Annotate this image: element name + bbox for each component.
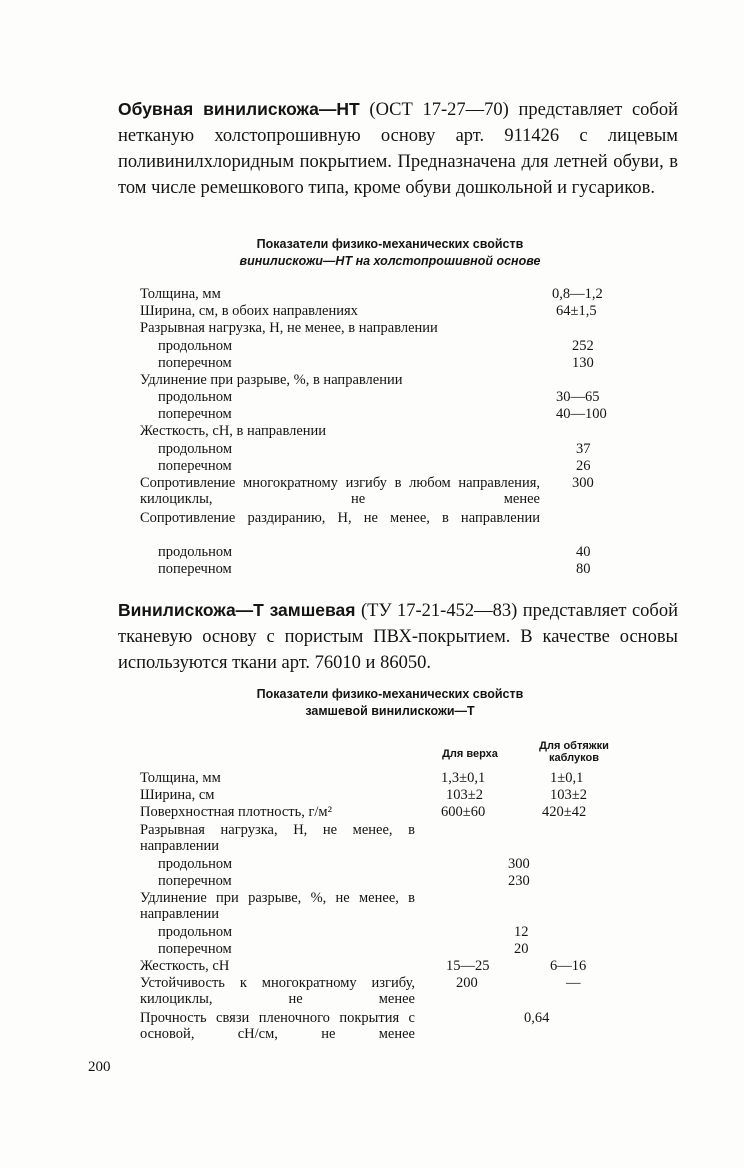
- row-value-heel: 420±42: [542, 804, 587, 820]
- row-label: Толщина, мм: [140, 770, 221, 786]
- row-label: продольном: [158, 544, 233, 560]
- row-label: поперечном: [158, 406, 232, 422]
- row-label: Удлинение при разрыве, %, в направлении: [140, 372, 403, 388]
- row-value: 64±1,5: [556, 303, 597, 319]
- paragraph-lead: Обувная винилискожа—НТ: [118, 99, 360, 119]
- row-label: поперечном: [158, 941, 232, 957]
- column-header-line: каблуков: [549, 752, 599, 764]
- row-value: 40—100: [556, 406, 607, 422]
- table-row: [0, 510, 744, 544]
- row-label: Ширина, см: [140, 787, 215, 803]
- table1-caption-line1: Показатели физико-механических свойств: [256, 237, 524, 251]
- table2-caption-line2: замшевой винилискожи—Т: [305, 704, 475, 718]
- row-label: Сопротивление многократному изгибу в любом направления, килоциклы, не менее: [140, 475, 540, 507]
- row-value: 130: [572, 355, 594, 371]
- row-value: 80: [576, 561, 591, 577]
- row-value: 40: [576, 544, 591, 560]
- row-value: 0,8—1,2: [552, 286, 603, 302]
- row-label: Сопротивление раздиранию, Н, не менее, в направлении: [140, 510, 540, 526]
- row-value-heel: 6—16: [550, 958, 587, 974]
- row-value-heel: 1±0,1: [550, 770, 584, 786]
- row-label: продольном: [158, 924, 233, 940]
- page-number: 200: [88, 1059, 111, 1075]
- row-label: Толщина, мм: [140, 286, 221, 302]
- column-header-upper: Для верха: [442, 748, 498, 760]
- table-row: [0, 975, 744, 1009]
- paragraph-lead: Винилискожа—Т замшевая: [118, 600, 356, 620]
- paragraph-text: (ТУ 17-21-452—83) представляет собой тканевую основу с пористым ПВХ-покрытием. В качестве основы используются ткани арт. 76010 и 86050.: [118, 601, 678, 673]
- table2-caption: [150, 686, 630, 720]
- row-label: Жесткость, сН, в направлении: [140, 423, 327, 439]
- row-label: продольном: [158, 856, 233, 872]
- row-label: Разрывная нагрузка, Н, не менее, в направлении: [140, 320, 438, 336]
- row-value: 30—65: [556, 389, 600, 405]
- row-value-heel: —: [566, 975, 581, 991]
- table-row: [0, 822, 744, 856]
- row-label: Разрывная нагрузка, Н, не менее, в направлении: [140, 822, 415, 854]
- row-label: Жесткость, сН: [140, 958, 230, 974]
- row-label: продольном: [158, 389, 233, 405]
- row-value: 37: [576, 441, 591, 457]
- row-value: 26: [576, 458, 591, 474]
- paragraph-text: (ОСТ 17-27—70) представляет собой нетканую холстопрошивную основу арт. 911426 с лицевым поливинилхлоридным покрытием. Предназначена для летней обуви, в том числе ремешкового типа, кроме обуви дошкольной и гусариков.: [118, 100, 678, 198]
- row-value-upper: 1,3±0,1: [441, 770, 486, 786]
- row-value-upper: 200: [456, 975, 478, 991]
- paragraph-vinyl-nt: [118, 96, 678, 201]
- row-label: продольном: [158, 441, 233, 457]
- row-label: поперечном: [158, 458, 232, 474]
- row-value-heel: 103±2: [550, 787, 587, 803]
- table1-caption: [150, 236, 630, 270]
- row-label: Поверхностная плотность, г/м²: [140, 804, 332, 820]
- table-row: [0, 475, 744, 509]
- row-label: Устойчивость к многократному изгибу, килоциклы, не менее: [140, 975, 415, 1007]
- row-label: поперечном: [158, 873, 232, 889]
- paragraph-vinyl-t: [118, 597, 678, 676]
- row-label: поперечном: [158, 561, 232, 577]
- table-row: [0, 890, 744, 924]
- row-value-upper: 103±2: [446, 787, 483, 803]
- row-value-both: 12: [514, 924, 529, 940]
- column-header-line: Для обтяжки: [539, 740, 609, 752]
- row-value-upper: 600±60: [441, 804, 486, 820]
- table2-caption-line1: Показатели физико-механических свойств: [256, 687, 524, 701]
- column-header-heel: [518, 740, 630, 764]
- row-label: Прочность связи пленочного покрытия с основой, сН/см, не менее: [140, 1010, 415, 1042]
- row-label: поперечном: [158, 355, 232, 371]
- row-value: 252: [572, 338, 594, 354]
- row-value-both: 0,64: [524, 1010, 550, 1026]
- row-label: Удлинение при разрыве, %, не менее, в направлении: [140, 890, 415, 922]
- table-row: [0, 1010, 744, 1044]
- row-value: 300: [572, 475, 594, 491]
- row-value-both: 20: [514, 941, 529, 957]
- row-value-upper: 15—25: [446, 958, 490, 974]
- row-label: продольном: [158, 338, 233, 354]
- table1-caption-line2: винилискожи—НТ на холстопрошивной основе: [239, 254, 541, 268]
- row-value-both: 230: [508, 873, 530, 889]
- row-value-both: 300: [508, 856, 530, 872]
- row-label: Ширина, см, в обоих направлениях: [140, 303, 358, 319]
